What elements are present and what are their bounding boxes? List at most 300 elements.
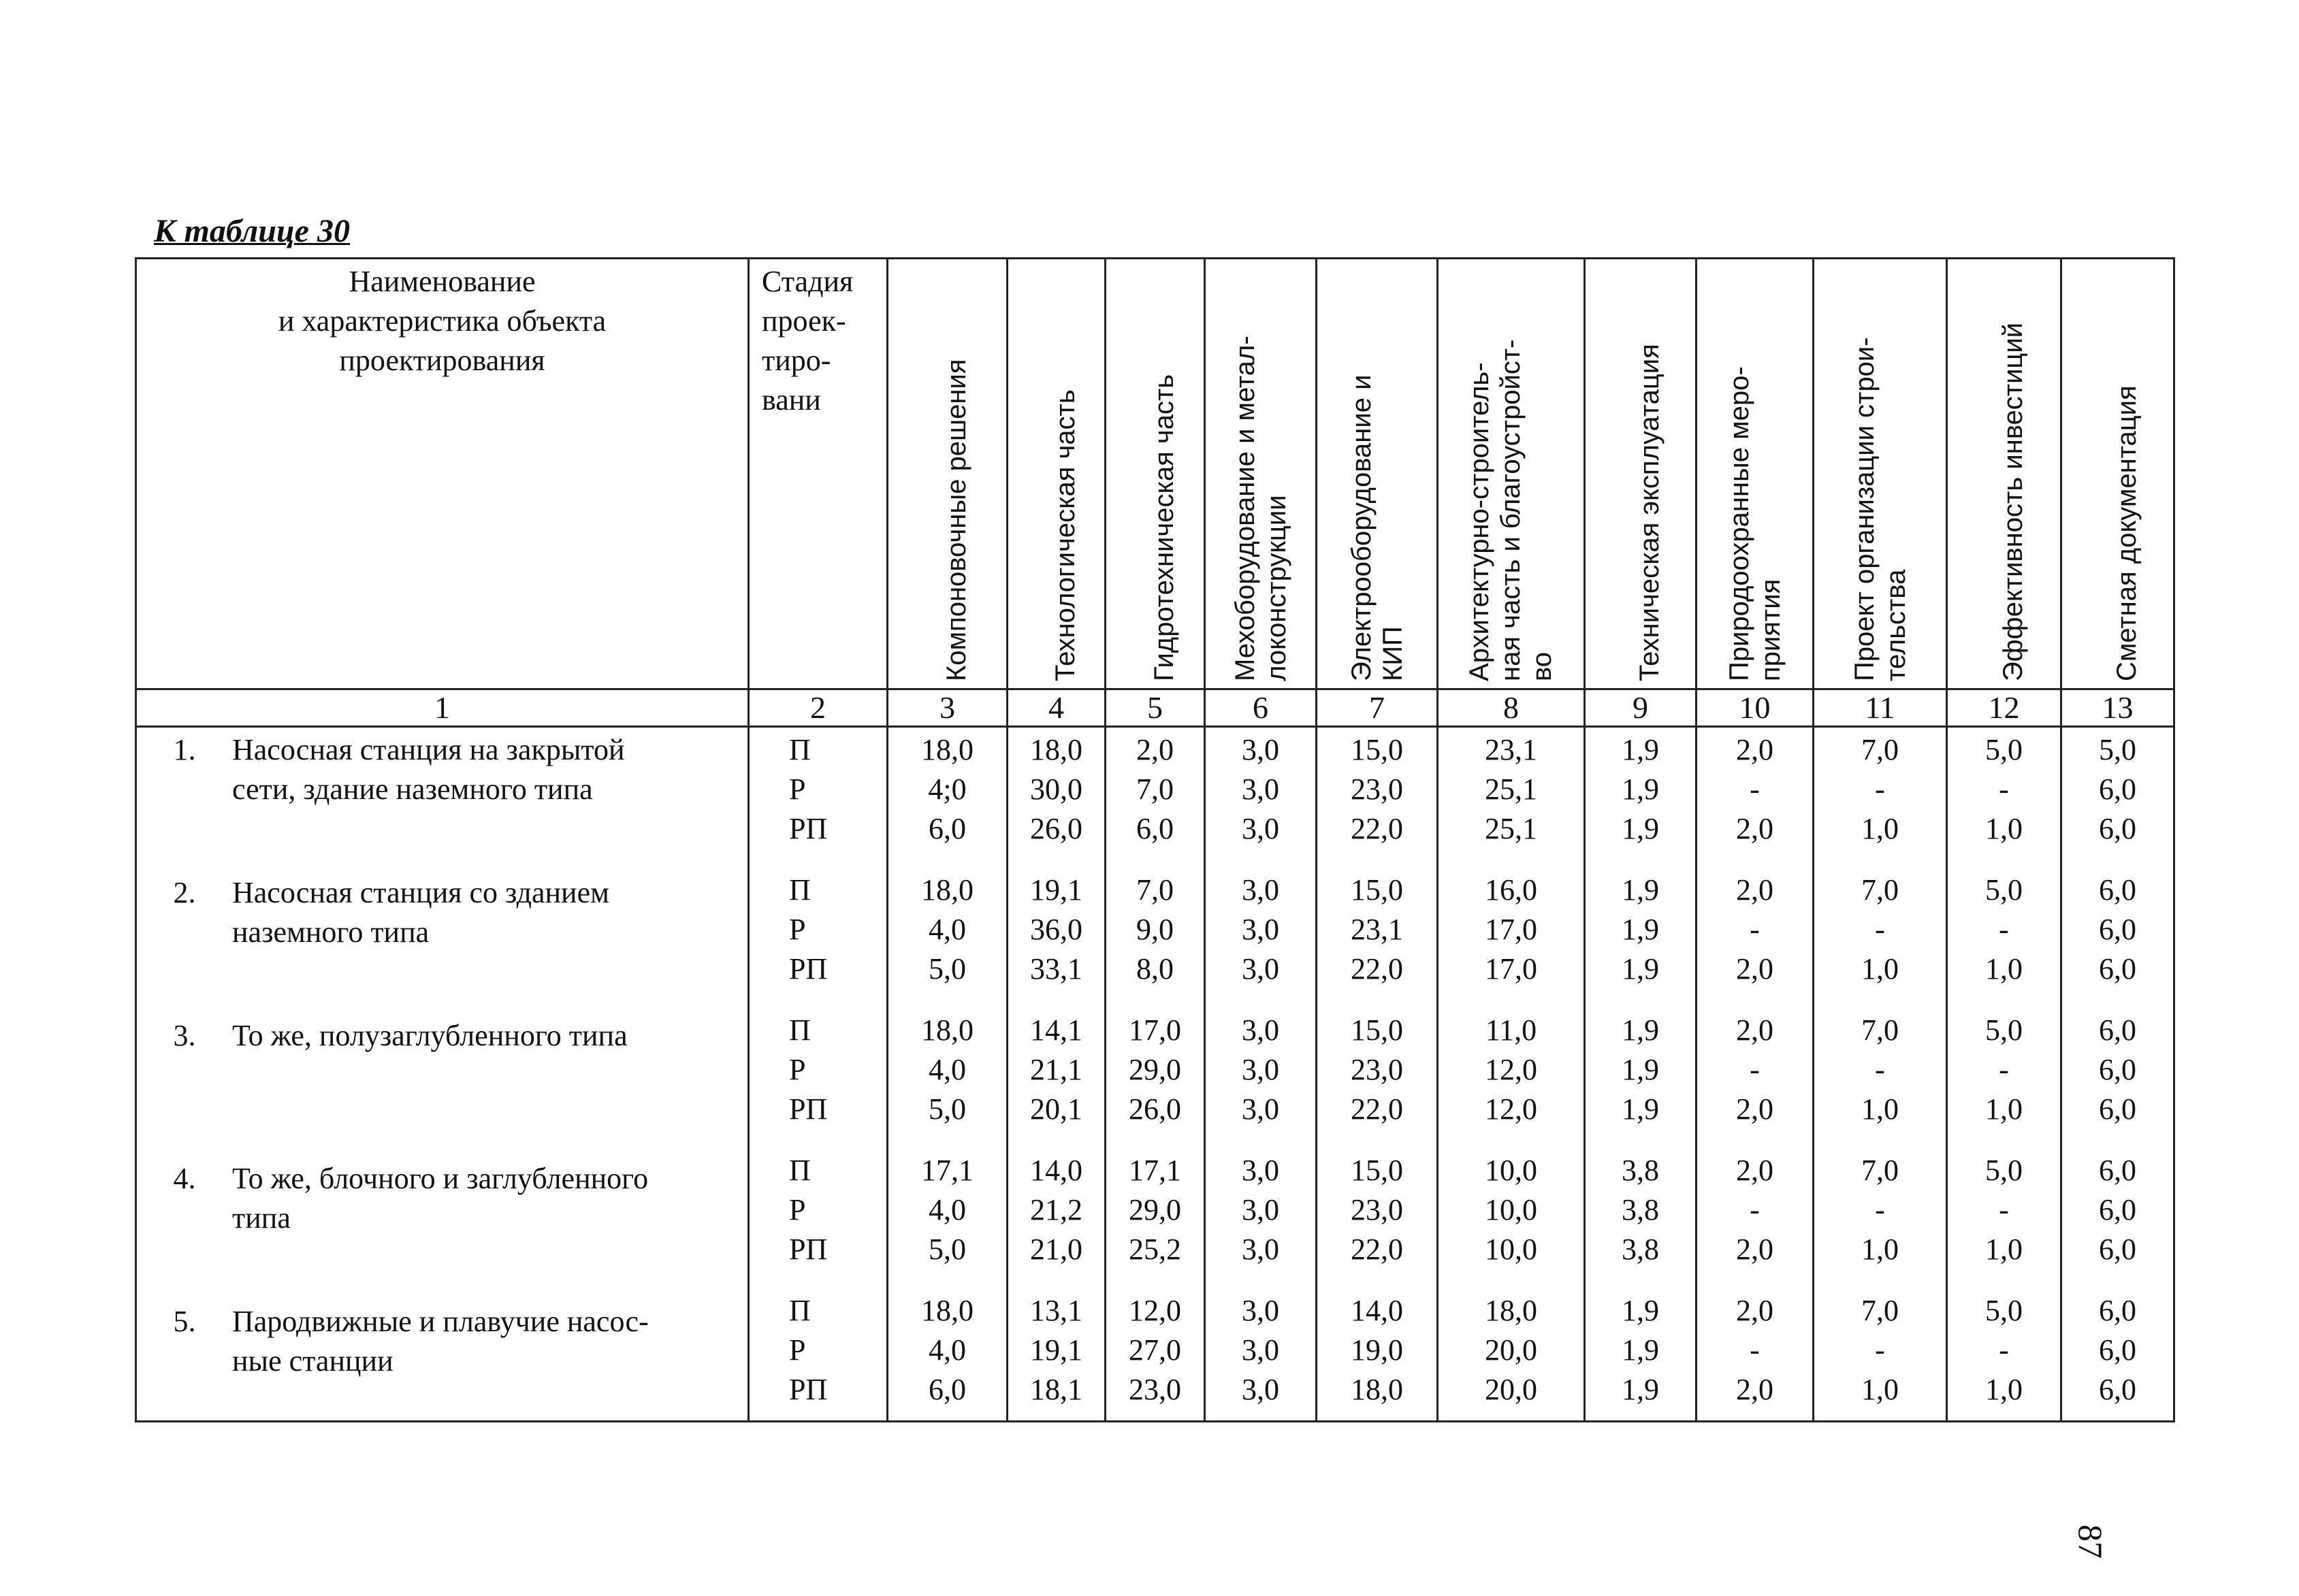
header-stage-cell [749,259,888,689]
stage-value: РП [789,952,828,986]
cell-value: 2,0 [1736,733,1773,766]
header-stage-line: проек- [762,304,846,338]
cell-value: 7,0 [1861,1294,1899,1327]
header-col-text: Архитектурно-строитель- [1464,362,1494,681]
cell-value: 3,0 [1242,772,1279,806]
row-spacer [1948,1269,2060,1291]
row-spacer [1438,1129,1583,1151]
cell-value: 25,1 [1485,812,1537,845]
cell-value: 3,0 [1242,812,1279,845]
object-name [232,1159,747,1299]
row-spacer [1317,989,1436,1011]
cell-value: 10,0 [1485,1154,1537,1187]
cell-value: 15,0 [1351,1154,1403,1187]
row-spacer [1697,849,1812,870]
cell-value: - [1875,1053,1885,1086]
value-column-3 [888,727,1008,1422]
cell-value: 25,2 [1129,1233,1181,1266]
cell-value: - [1750,1333,1760,1367]
row-spacer [1438,849,1583,870]
cell-value: 4;0 [928,772,967,806]
header-col-text: Эффективность инвестиций [1997,322,2028,681]
row-spacer [2062,989,2173,1011]
column-number: 4 [1008,689,1106,727]
cell-value: 6,0 [2099,1193,2136,1226]
cell-value: 23,0 [1351,772,1403,806]
object-entry [137,1299,747,1420]
row-spacer [1317,1129,1436,1151]
data-table [135,257,2175,1422]
row-spacer [789,849,886,870]
column-number: 6 [1205,689,1317,727]
header-name-cell [136,259,749,689]
cell-value: 20,0 [1485,1373,1537,1406]
cell-value: 2,0 [1736,952,1773,986]
cell-value: 22,0 [1351,1092,1403,1126]
cell-value: 6,0 [1136,812,1174,845]
cell-value: 1,9 [1622,733,1659,766]
header-name-line: проектирования [339,344,545,377]
object-name [232,1016,747,1156]
row-spacer [1317,849,1436,870]
header-col-8 [1438,259,1585,689]
cell-value: 15,0 [1351,1013,1403,1047]
cell-value: 1,9 [1622,913,1659,946]
cell-value: 3,0 [1242,1233,1279,1266]
cell-value: 18,0 [921,1013,974,1047]
column-number: 9 [1585,689,1697,727]
column-number: 12 [1947,689,2061,727]
row-spacer [1697,989,1812,1011]
object-name-line: Пародвижные и плавучие насос- [232,1305,649,1338]
cell-value: - [1750,772,1760,806]
cell-value: 2,0 [1736,1294,1773,1327]
header-name-line: Наименование [349,265,536,298]
object-name-line: сети, здание наземного типа [232,772,593,806]
cell-value: 17,0 [1485,952,1537,986]
cell-value: 11,0 [1485,1013,1537,1047]
cell-value: - [1999,1193,2009,1226]
cell-value: 15,0 [1351,873,1403,907]
cell-value: 14,0 [1030,1154,1082,1187]
row-spacer [1106,1129,1204,1151]
object-name [232,730,747,870]
cell-value: 3,0 [1242,1013,1279,1047]
cell-value: 8,0 [1136,952,1174,986]
header-col-text: Техническая эксплуатация [1634,344,1665,681]
stage-column [749,727,888,1422]
header-col-text: во [1526,651,1557,681]
cell-value: 10,0 [1485,1193,1537,1226]
row-spacer [1697,1129,1812,1151]
cell-value: 12,0 [1485,1053,1537,1086]
row-spacer [1948,849,2060,870]
cell-value: 1,9 [1622,1373,1659,1406]
row-spacer [1948,989,2060,1011]
value-column-5 [1106,727,1205,1422]
cell-value: 18,0 [1485,1294,1537,1327]
cell-value: 5,0 [1985,1154,2023,1187]
header-col-13 [2061,259,2174,689]
stage-value: П [789,1013,811,1047]
cell-value: 6,0 [2099,1154,2136,1187]
column-number-row [136,689,2174,727]
cell-value: 4,0 [929,1333,966,1367]
header-col-6 [1205,259,1317,689]
stage-value: Р [789,772,806,806]
cell-value: 1,9 [1622,952,1659,986]
object-name-line: Насосная станция на закрытой [232,733,625,766]
stage-value: П [789,1154,811,1187]
column-number: 2 [749,689,888,727]
object-number: 2. [173,876,196,909]
row-spacer [1438,1269,1583,1291]
cell-value: - [1875,1193,1885,1226]
object-name-line: наземного типа [232,915,430,949]
cell-value: 6,0 [2099,1333,2136,1367]
cell-value: 5,0 [1985,733,2023,766]
header-col-12 [1947,259,2061,689]
object-number: 3. [173,1019,196,1052]
cell-value: 22,0 [1351,812,1403,845]
cell-value: 4,0 [929,1053,966,1086]
header-col-text: Технологическая часть [1050,389,1080,681]
value-column-7 [1317,727,1438,1422]
cell-value: 4,0 [929,913,966,946]
cell-value: 18,0 [1030,733,1082,766]
cell-value: 4,0 [929,1193,966,1226]
cell-value: 10,0 [1485,1233,1537,1266]
cell-value: - [1750,1053,1760,1086]
cell-value: 6,0 [2099,772,2136,806]
header-col-5 [1106,259,1205,689]
cell-value: 2,0 [1736,1154,1773,1187]
cell-value: 6,0 [2099,873,2136,907]
row-spacer [789,1129,886,1151]
cell-value: 30,0 [1030,772,1082,806]
row-spacer [1814,1269,1946,1291]
table-caption: К таблице 30 [154,213,350,249]
stage-value: П [789,1294,811,1327]
cell-value: 26,0 [1030,812,1082,845]
cell-value: 1,0 [1861,952,1899,986]
cell-value: 7,0 [1136,873,1174,907]
cell-value: 17,0 [1485,913,1537,946]
row-spacer [1008,849,1104,870]
cell-value: 33,1 [1030,952,1082,986]
row-spacer [1814,1129,1946,1151]
cell-value: 2,0 [1136,733,1174,766]
cell-value: 2,0 [1736,1233,1773,1266]
cell-value: 3,0 [1242,733,1279,766]
row-spacer [1814,849,1946,870]
cell-value: 29,0 [1129,1193,1181,1226]
header-col-9 [1585,259,1697,689]
cell-value: 9,0 [1136,913,1174,946]
value-column-11 [1814,727,1947,1422]
column-number: 5 [1106,689,1205,727]
header-col-4 [1008,259,1106,689]
cell-value: - [1999,913,2009,946]
header-col-text: Проект организации строи- [1849,337,1880,681]
header-col-text: Мехоборудование и метал- [1229,336,1260,681]
object-name-column [136,727,749,1422]
cell-value: 2,0 [1736,1373,1773,1406]
column-number: 7 [1317,689,1438,727]
row-spacer [1008,1269,1104,1291]
cell-value: 6,0 [2099,952,2136,986]
row-spacer [1106,1269,1204,1291]
stage-value: РП [789,1373,828,1406]
row-spacer [1206,1269,1315,1291]
cell-value: 12,0 [1129,1294,1181,1327]
cell-value: 6,0 [2099,1233,2136,1266]
row-spacer [1206,1129,1315,1151]
header-col-text: приятия [1755,579,1786,681]
cell-value: 3,0 [1242,1333,1279,1367]
table-body-row [136,727,2174,1422]
stage-value: Р [789,1193,806,1226]
cell-value: 7,0 [1861,733,1899,766]
header-col-text: Гидротехническая часть [1148,374,1179,681]
header-stage-line: вани [762,383,821,417]
cell-value: 1,0 [1861,812,1899,845]
cell-value: 36,0 [1030,913,1082,946]
row-spacer [1206,849,1315,870]
cell-value: 1,0 [1985,952,2023,986]
header-col-text: локонструкции [1261,495,1291,681]
cell-value: 13,1 [1030,1294,1082,1327]
cell-value: - [1875,1333,1885,1367]
cell-value: 20,1 [1030,1092,1082,1126]
stage-value: РП [789,1233,828,1266]
cell-value: 3,8 [1622,1193,1659,1226]
cell-value: 1,0 [1861,1233,1899,1266]
row-spacer [888,989,1006,1011]
cell-value: 19,0 [1351,1333,1403,1367]
object-entry [137,1156,747,1299]
row-spacer [1106,989,1204,1011]
row-spacer [1697,1269,1812,1291]
header-col-10 [1697,259,1814,689]
cell-value: 21,0 [1030,1233,1082,1266]
row-spacer [1586,1129,1695,1151]
cell-value: 1,0 [1861,1092,1899,1126]
cell-value: 6,0 [929,1373,966,1406]
cell-value: 1,0 [1861,1373,1899,1406]
object-name-line: ные станции [232,1344,393,1378]
cell-value: 16,0 [1485,873,1537,907]
cell-value: 17,0 [1129,1013,1181,1047]
value-column-13 [2061,727,2174,1422]
stage-value: Р [789,913,806,946]
row-spacer [1008,989,1104,1011]
stage-value: П [789,873,811,907]
cell-value: 18,0 [1351,1373,1403,1406]
cell-value: 1,0 [1985,1233,2023,1266]
cell-value: 5,0 [929,1233,966,1266]
object-name [232,873,747,1013]
object-name-line: типа [232,1201,291,1235]
cell-value: 27,0 [1129,1333,1181,1367]
cell-value: 18,0 [921,733,974,766]
cell-value: 25,1 [1485,772,1537,806]
cell-value: 1,9 [1622,1053,1659,1086]
stage-value: Р [789,1333,806,1367]
cell-value: 1,0 [1985,1373,2023,1406]
value-column-4 [1008,727,1106,1422]
cell-value: 5,0 [1985,1294,2023,1327]
row-spacer [2062,849,2173,870]
value-column-9 [1585,727,1697,1422]
cell-value: 19,1 [1030,873,1082,907]
cell-value: 18,0 [921,1294,974,1327]
object-entry [137,870,747,1013]
cell-value: 29,0 [1129,1053,1181,1086]
cell-value: 6,0 [2099,1294,2136,1327]
row-spacer [888,849,1006,870]
row-spacer [888,1129,1006,1151]
cell-value: 21,1 [1030,1053,1082,1086]
cell-value: 2,0 [1736,1092,1773,1126]
cell-value: 6,0 [2099,1053,2136,1086]
cell-value: 23,0 [1129,1373,1181,1406]
cell-value: 3,0 [1242,1092,1279,1126]
cell-value: 5,0 [1985,873,2023,907]
header-stage-line: тиро- [762,344,831,377]
header-col-3 [888,259,1008,689]
cell-value: - [1875,913,1885,946]
cell-value: 7,0 [1861,873,1899,907]
row-spacer [1814,989,1946,1011]
value-column-10 [1697,727,1814,1422]
cell-value: 2,0 [1736,812,1773,845]
cell-value: 2,0 [1736,1013,1773,1047]
cell-value: - [1750,1193,1760,1226]
row-spacer [1106,849,1204,870]
cell-value: 7,0 [1861,1013,1899,1047]
cell-value: 1,9 [1622,1333,1659,1367]
cell-value: 3,0 [1242,952,1279,986]
row-spacer [789,1269,886,1291]
stage-value: РП [789,812,828,845]
row-spacer [1008,1129,1104,1151]
cell-value: 3,0 [1242,1373,1279,1406]
row-spacer [1206,989,1315,1011]
stage-value: П [789,733,811,766]
cell-value: 1,9 [1622,772,1659,806]
cell-value: 3,0 [1242,1053,1279,1086]
cell-value: 23,1 [1351,913,1403,946]
header-col-text: ная часть и благоустройст- [1495,339,1526,681]
header-row [136,259,2174,689]
object-number: 4. [173,1162,196,1195]
cell-value: 5,0 [929,952,966,986]
object-name-line: То же, полузаглубленного типа [232,1019,628,1052]
column-number: 1 [136,689,749,727]
row-spacer [789,989,886,1011]
cell-value: 3,0 [1242,913,1279,946]
cell-value: 5,0 [1985,1013,2023,1047]
object-name-line: То же, блочного и заглубленного [232,1162,649,1195]
cell-value: 19,1 [1030,1333,1082,1367]
cell-value: 3,8 [1622,1154,1659,1187]
cell-value: 20,0 [1485,1333,1537,1367]
header-col-text: тельства [1880,569,1911,681]
page-number: 87 [2072,1525,2110,1559]
cell-value: 23,0 [1351,1053,1403,1086]
object-name-line: Насосная станция со зданием [232,876,609,909]
cell-value: - [1750,913,1760,946]
object-number: 5. [173,1305,196,1338]
row-spacer [1586,989,1695,1011]
cell-value: 7,0 [1861,1154,1899,1187]
column-number: 3 [888,689,1008,727]
cell-value: 17,1 [921,1154,974,1187]
cell-value: 22,0 [1351,1233,1403,1266]
header-col-11 [1814,259,1947,689]
cell-value: 1,9 [1622,812,1659,845]
header-col-text: КИП [1377,626,1408,681]
cell-value: 1,0 [1985,1092,2023,1126]
row-spacer [1586,849,1695,870]
cell-value: - [1999,772,2009,806]
row-spacer [1438,989,1583,1011]
cell-value: - [1875,772,1885,806]
cell-value: 1,9 [1622,873,1659,907]
stage-value: Р [789,1053,806,1086]
cell-value: 3,0 [1242,1193,1279,1226]
row-spacer [1317,1269,1436,1291]
cell-value: 6,0 [929,812,966,845]
cell-value: - [1999,1053,2009,1086]
value-column-6 [1205,727,1317,1422]
cell-value: 14,0 [1351,1294,1403,1327]
object-number: 1. [173,733,196,766]
cell-value: 21,2 [1030,1193,1082,1226]
cell-value: 6,0 [2099,1092,2136,1126]
stage-value: РП [789,1092,828,1126]
cell-value: 22,0 [1351,952,1403,986]
cell-value: 26,0 [1129,1092,1181,1126]
cell-value: 12,0 [1485,1092,1537,1126]
cell-value: 1,0 [1985,812,2023,845]
header-col-text: Электрооборудование и [1346,374,1377,681]
column-number: 13 [2061,689,2174,727]
column-number: 8 [1438,689,1585,727]
header-col-7 [1317,259,1438,689]
cell-value: 1,9 [1622,1013,1659,1047]
row-spacer [2062,1129,2173,1151]
cell-value: 6,0 [2099,1373,2136,1406]
header-name-line: и характеристика объекта [278,304,607,338]
row-spacer [2062,1269,2173,1291]
cell-value: 15,0 [1351,733,1403,766]
cell-value: 1,9 [1622,1294,1659,1327]
cell-value: 3,0 [1242,1154,1279,1187]
cell-value: 18,1 [1030,1373,1082,1406]
value-column-12 [1947,727,2061,1422]
cell-value: 3,0 [1242,1294,1279,1327]
cell-value: 23,0 [1351,1193,1403,1226]
cell-value: 5,0 [2099,733,2136,766]
column-number: 11 [1814,689,1947,727]
cell-value: 3,0 [1242,873,1279,907]
cell-value: 14,1 [1030,1013,1082,1047]
row-spacer [888,1269,1006,1291]
cell-value: 6,0 [2099,812,2136,845]
cell-value: 6,0 [2099,913,2136,946]
